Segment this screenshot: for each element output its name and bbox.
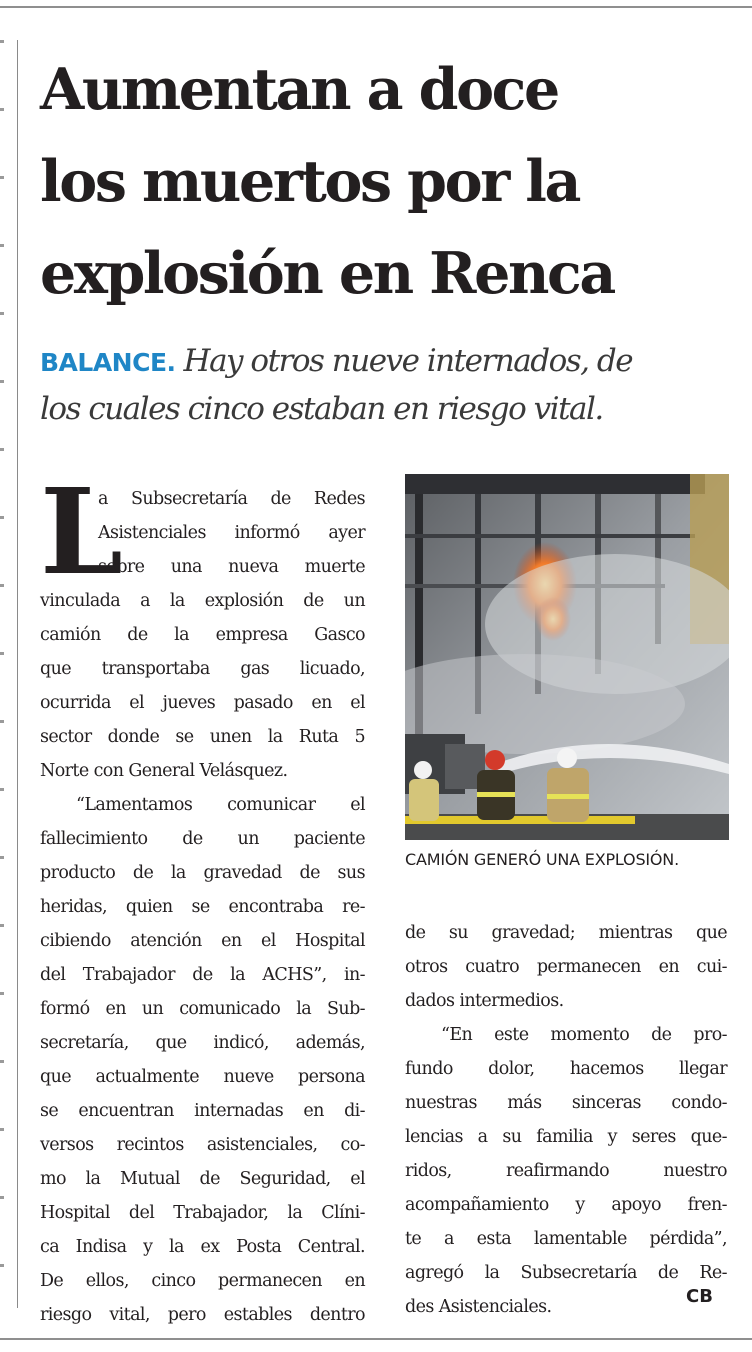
text-line: que transportaba gas licuado,: [40, 659, 365, 679]
text-line: del Trabajador de la ACHS”, in-: [40, 965, 365, 985]
text-line: nuestras más sinceras condo-: [405, 1093, 727, 1113]
text-line: secretaría, que indicó, además,: [40, 1033, 365, 1053]
text-line: que actualmente nueve persona: [40, 1067, 365, 1087]
headline: [40, 44, 745, 320]
text-line: riesgo vital, pero estables dentro: [40, 1305, 365, 1325]
text-line: ridos, reafirmando nuestro: [405, 1161, 727, 1181]
text-line: ca Indisa y la ex Posta Central.: [40, 1237, 365, 1257]
end-mark: CB: [686, 1286, 713, 1307]
text-line: se encuentran internadas en di-: [40, 1101, 365, 1121]
text-line: versos recintos asistenciales, co-: [40, 1135, 365, 1155]
subhead-line: los cuales cinco estaban en riesgo vital.: [40, 391, 603, 427]
text-line: producto de la gravedad de sus: [40, 863, 365, 883]
page-edge-marks: [0, 40, 4, 1308]
text-line: de su gravedad; mientras que: [405, 923, 727, 943]
drop-cap: L: [40, 462, 123, 601]
headline-line: explosión en Renca: [40, 240, 614, 307]
text-line: ocurrida el jueves pasado en el: [40, 693, 365, 713]
headline-line: los muertos por la: [40, 148, 580, 215]
text-line: Hospital del Trabajador, la Clíni-: [40, 1203, 365, 1223]
firefighters-explosion-photo: [405, 474, 729, 840]
text-line: cibiendo atención en el Hospital: [40, 931, 365, 951]
photo-caption: CAMIÓN GENERÓ UNA EXPLOSIÓN.: [405, 850, 679, 869]
news-photo: [405, 474, 729, 840]
text-line: heridas, quien se encontraba re-: [40, 897, 365, 917]
article-column-1: [40, 462, 365, 1332]
article-column-2: [405, 916, 727, 1324]
text-line: te a esta lamentable pérdida”,: [405, 1229, 727, 1249]
text-line: fundo dolor, hacemos llegar: [405, 1059, 727, 1079]
text-line: des Asistenciales.: [405, 1297, 552, 1317]
text-line: De ellos, cinco permanecen en: [40, 1271, 365, 1291]
text-line: agregó la Subsecretaría de Re-: [405, 1263, 727, 1283]
subheadline: [40, 338, 745, 432]
headline-line: Aumentan a doce: [40, 56, 558, 123]
text-line: Asistenciales informó ayer: [98, 523, 365, 543]
text-line: fallecimiento de un paciente: [40, 829, 365, 849]
text-line: sector donde se unen la Ruta 5: [40, 727, 365, 747]
text-line: “Lamentamos comunicar el: [76, 795, 365, 815]
text-line: camión de la empresa Gasco: [40, 625, 365, 645]
column-rule: [17, 40, 18, 1308]
text-line: otros cuatro permanecen en cui-: [405, 957, 727, 977]
subhead-line: Hay otros nueve internados, de: [183, 343, 633, 379]
text-line: vinculada a la explosión de un: [40, 591, 365, 611]
text-line: mo la Mutual de Seguridad, el: [40, 1169, 365, 1189]
text-line: a Subsecretaría de Redes: [98, 489, 365, 509]
text-line: formó en un comunicado la Sub-: [40, 999, 365, 1019]
top-rule: [0, 6, 752, 8]
bottom-rule: [0, 1338, 752, 1340]
text-line: sobre una nueva muerte: [98, 557, 365, 577]
text-line: dados intermedios.: [405, 991, 564, 1011]
text-line: lencias a su familia y seres que-: [405, 1127, 727, 1147]
text-line: Norte con General Velásquez.: [40, 761, 288, 781]
text-line: “En este momento de pro-: [441, 1025, 727, 1045]
text-line: acompañamiento y apoyo fren-: [405, 1195, 727, 1215]
kicker-label: BALANCE.: [40, 348, 176, 377]
